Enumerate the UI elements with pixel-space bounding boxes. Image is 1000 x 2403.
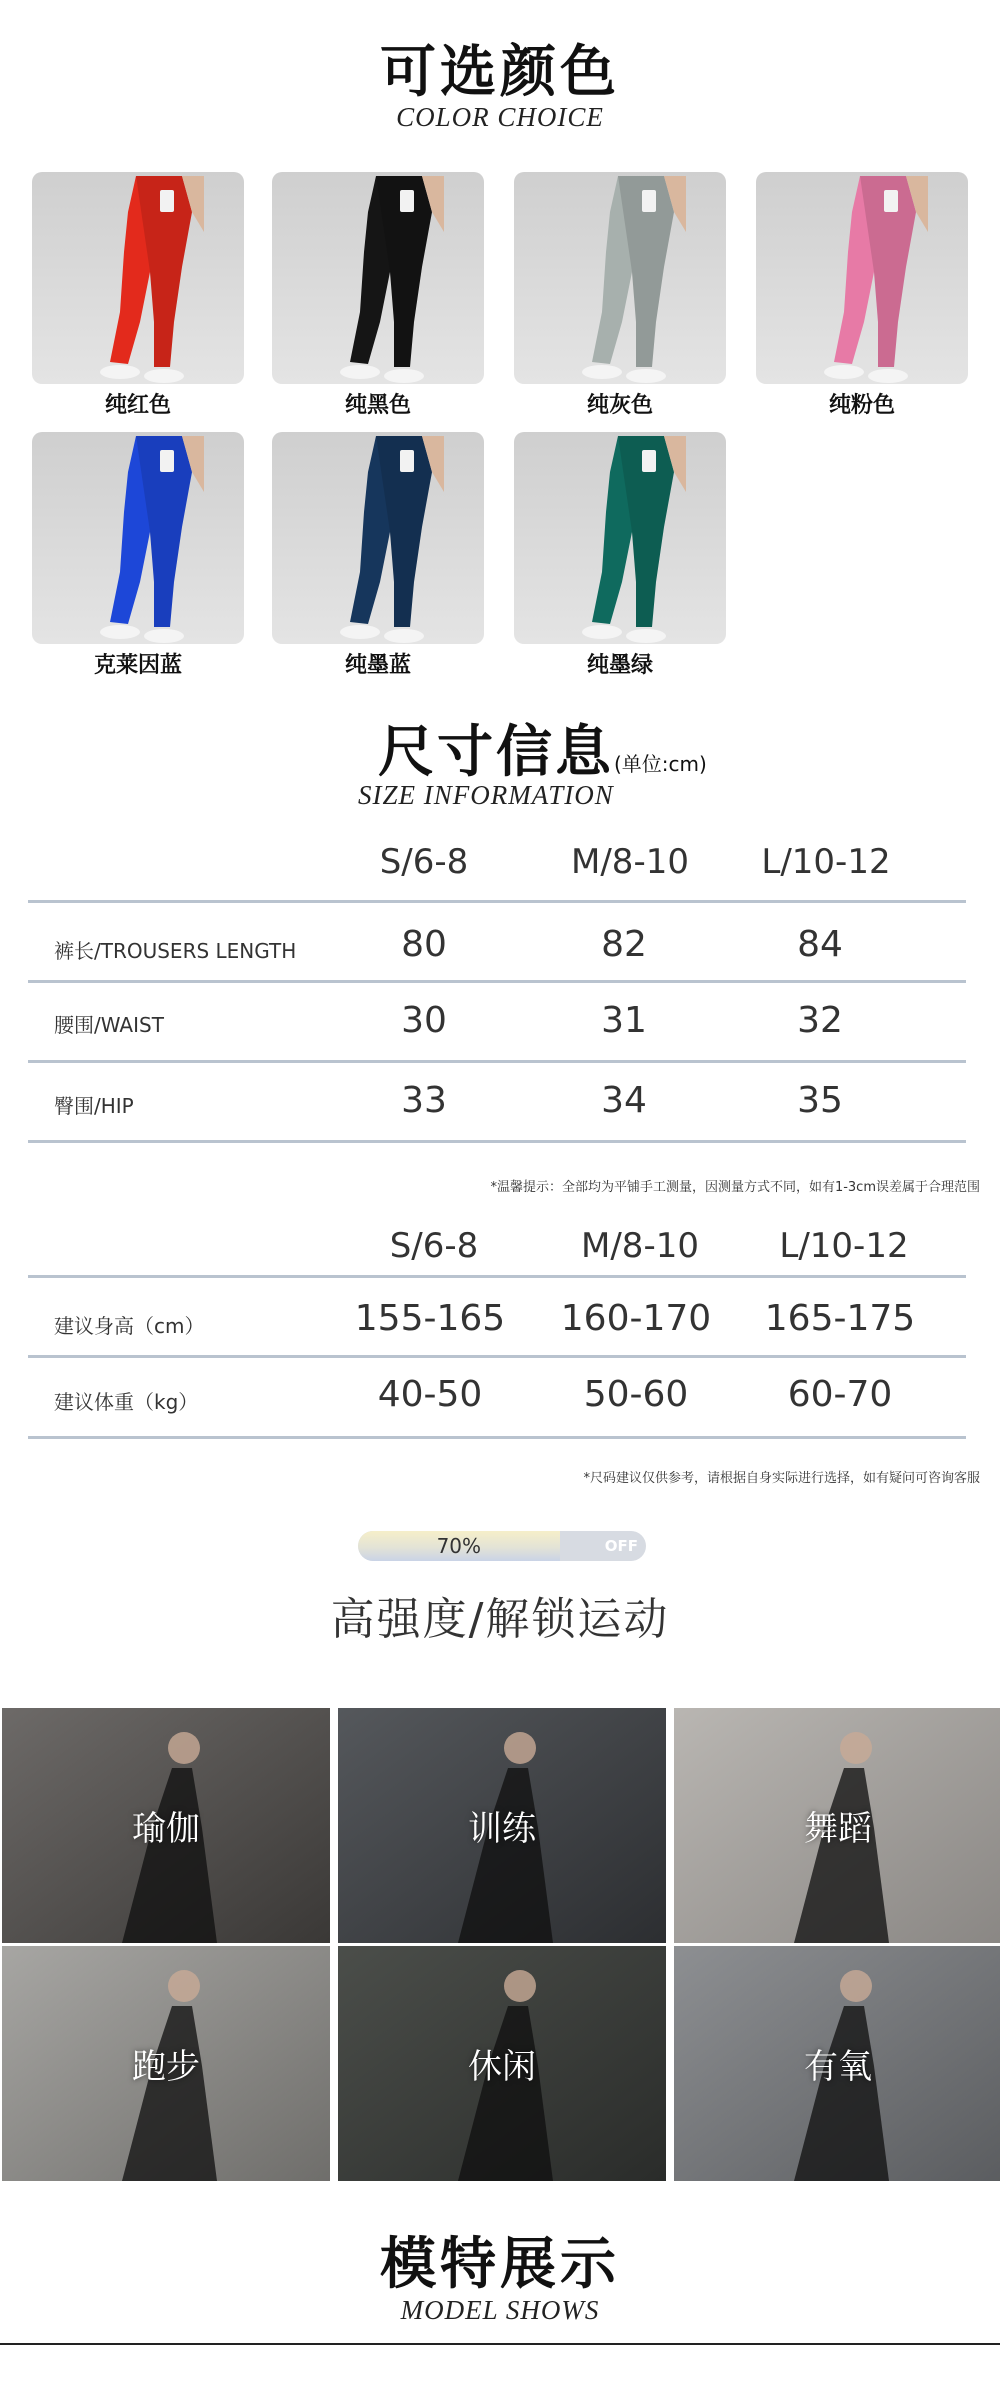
size-note: *温馨提示：全部均为平铺手工测量，因测量方式不同，如有1-3cm误差属于合理范围 xyxy=(490,1180,980,1195)
activity-label: 瑜伽 xyxy=(132,1809,200,1849)
table-divider xyxy=(28,1060,966,1063)
leggings-photo xyxy=(514,172,726,384)
color-swatch[interactable] xyxy=(514,172,726,384)
color-label: 纯黑色 xyxy=(344,393,411,418)
activity-tile[interactable] xyxy=(674,1946,1000,2181)
leggings-photo xyxy=(272,432,484,644)
color-choice-title: 可选颜色 xyxy=(380,40,620,105)
cell-weight-l: 60-70 xyxy=(787,1374,893,1415)
leggings-photo xyxy=(272,172,484,384)
activity-label: 跑步 xyxy=(132,2047,200,2087)
cell-weight-s: 40-50 xyxy=(377,1374,483,1415)
cell-waist-s: 30 xyxy=(401,1000,447,1041)
bottom-divider xyxy=(0,2343,1000,2345)
cell-length-s: 80 xyxy=(401,924,447,965)
leggings-photo xyxy=(32,432,244,644)
table-divider xyxy=(28,1355,966,1358)
table-divider xyxy=(28,1436,966,1439)
cell-waist-l: 32 xyxy=(797,1000,843,1041)
activity-tile[interactable] xyxy=(674,1708,1000,1943)
intensity-caption: 高强度/解锁运动 xyxy=(330,1594,670,1645)
activity-label: 有氧 xyxy=(804,2047,872,2087)
color-label: 纯墨蓝 xyxy=(344,653,411,678)
cell-weight-m: 50-60 xyxy=(583,1374,689,1415)
intensity-percent: 70% xyxy=(436,1534,482,1558)
activity-tile[interactable] xyxy=(2,1708,330,1943)
activity-label: 休闲 xyxy=(468,2047,536,2087)
activity-label: 舞蹈 xyxy=(804,1809,872,1849)
cell-hip-s: 33 xyxy=(401,1080,447,1121)
color-label: 纯灰色 xyxy=(586,393,653,418)
leggings-photo xyxy=(514,432,726,644)
color-label: 纯粉色 xyxy=(828,393,895,418)
leggings-photo xyxy=(32,172,244,384)
size-header-m: M/8-10 xyxy=(571,842,689,882)
intensity-off-label: OFF xyxy=(604,1537,638,1555)
size-info-title-text: 尺寸信息 xyxy=(378,720,614,785)
size-header-s: S/6-8 xyxy=(379,842,469,882)
table-divider xyxy=(28,900,966,903)
leggings-photo xyxy=(756,172,968,384)
color-label: 纯墨绿 xyxy=(586,653,653,678)
color-label: 纯红色 xyxy=(104,393,171,418)
table-divider xyxy=(28,980,966,983)
color-label: 克莱因蓝 xyxy=(93,653,182,678)
cell-hip-m: 34 xyxy=(601,1080,647,1121)
row-label-hip: 臀围/HIP xyxy=(54,1094,134,1118)
fit-header-l: L/10-12 xyxy=(779,1226,909,1266)
cell-height-l: 165-175 xyxy=(764,1298,916,1339)
table-divider xyxy=(28,1140,966,1143)
color-swatch[interactable] xyxy=(32,172,244,384)
fit-header-s: S/6-8 xyxy=(389,1226,479,1266)
fit-header-m: M/8-10 xyxy=(581,1226,699,1266)
cell-length-m: 82 xyxy=(601,924,647,965)
activity-tile[interactable] xyxy=(338,1946,666,2181)
model-shows-subtitle: MODEL SHOWS xyxy=(400,2295,600,2325)
model-shows-title: 模特展示 xyxy=(380,2232,620,2297)
row-label-height: 建议身高（cm） xyxy=(54,1314,205,1338)
size-header-l: L/10-12 xyxy=(761,842,891,882)
color-choice-subtitle: COLOR CHOICE xyxy=(396,102,604,132)
color-swatch[interactable] xyxy=(272,432,484,644)
cell-hip-l: 35 xyxy=(797,1080,843,1121)
intensity-bar xyxy=(358,1531,646,1561)
cell-height-m: 160-170 xyxy=(560,1298,712,1339)
size-info-subtitle: SIZE INFORMATION xyxy=(358,780,614,810)
row-label-length: 裤长/TROUSERS LENGTH xyxy=(54,939,297,963)
row-label-waist: 腰围/WAIST xyxy=(54,1013,164,1037)
row-label-weight: 建议体重（kg） xyxy=(54,1390,199,1414)
activity-tile[interactable] xyxy=(2,1946,330,2181)
color-swatch[interactable] xyxy=(514,432,726,644)
size-unit: (单位:cm) xyxy=(614,752,707,776)
cell-height-s: 155-165 xyxy=(354,1298,506,1339)
color-swatch[interactable] xyxy=(32,432,244,644)
color-swatch[interactable] xyxy=(756,172,968,384)
fit-note: *尺码建议仅供参考，请根据自身实际进行选择，如有疑问可咨询客服 xyxy=(583,1471,980,1486)
size-info-title xyxy=(378,708,707,788)
color-swatch[interactable] xyxy=(272,172,484,384)
table-divider xyxy=(28,1275,966,1278)
activity-tile[interactable] xyxy=(338,1708,666,1943)
cell-waist-m: 31 xyxy=(601,1000,647,1041)
cell-length-l: 84 xyxy=(797,924,843,965)
activity-label: 训练 xyxy=(468,1809,536,1849)
